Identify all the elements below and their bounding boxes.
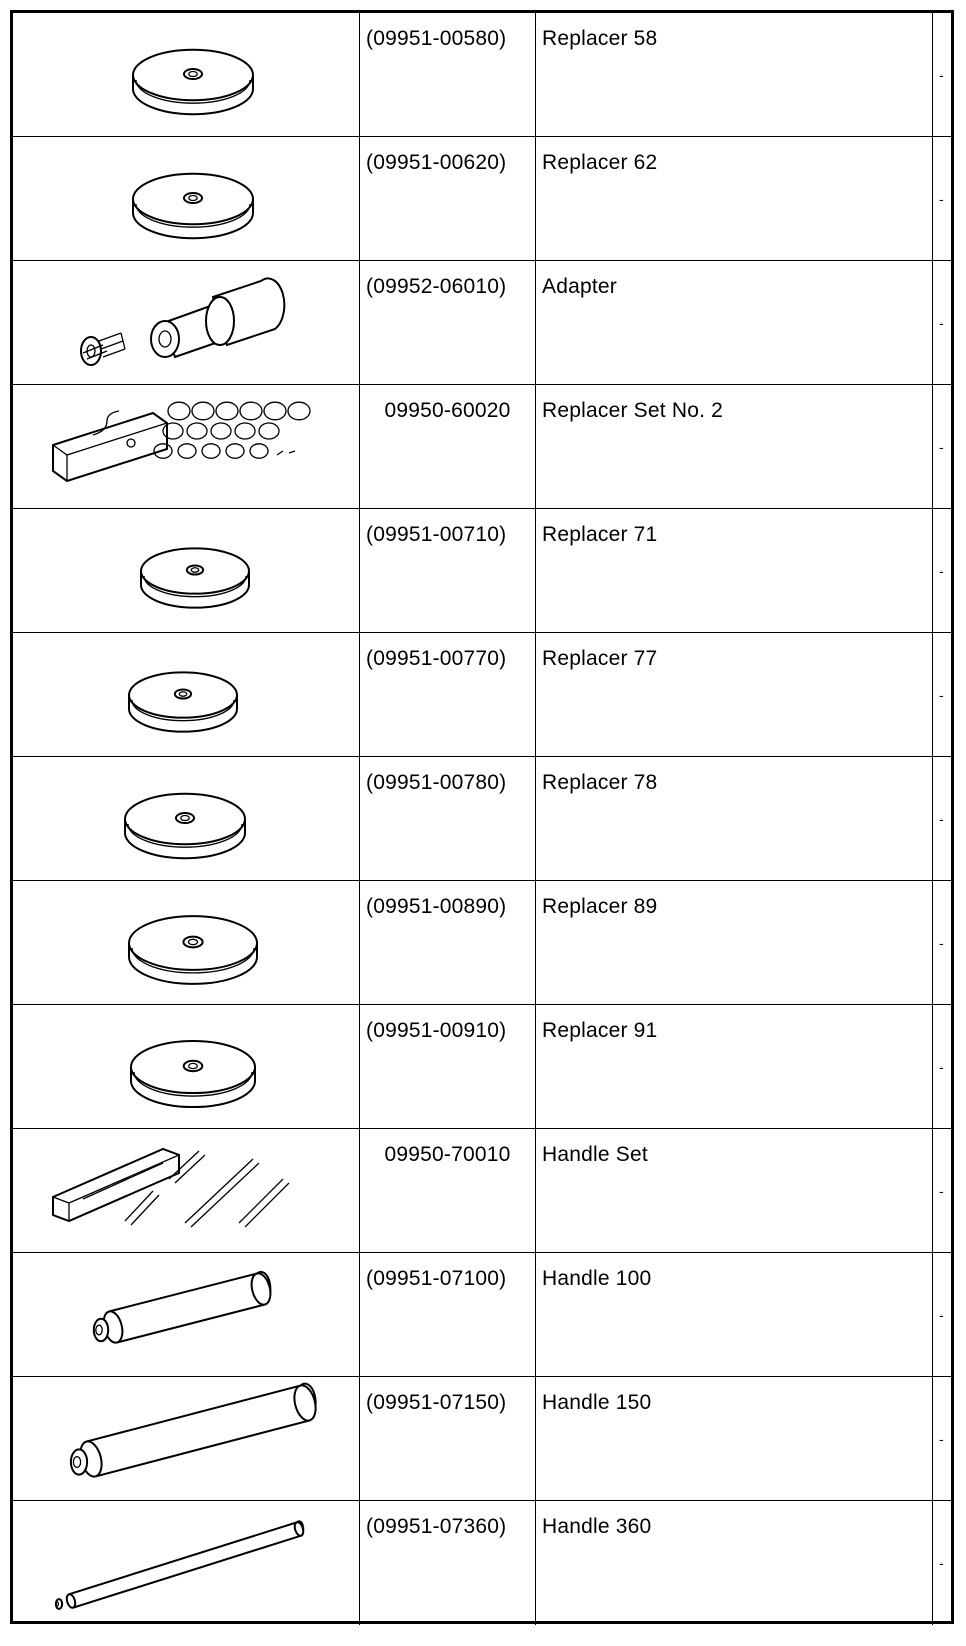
part-number: (09951-00780) — [360, 757, 536, 880]
remark-cell — [933, 1253, 951, 1376]
remark-cell — [933, 385, 951, 508]
table-row — [13, 1005, 951, 1129]
replacer-disc-icon — [13, 881, 360, 1004]
part-number: (09951-00770) — [360, 633, 536, 756]
table-row — [13, 509, 951, 633]
remark-cell — [933, 1377, 951, 1500]
adapter-icon — [13, 261, 360, 384]
dash-mark: - — [939, 439, 944, 455]
tool-illustration-cell — [13, 385, 360, 508]
table-row — [13, 1253, 951, 1377]
tool-illustration-cell — [13, 13, 360, 136]
tool-illustration-cell — [13, 261, 360, 384]
remark-cell — [933, 137, 951, 260]
tool-illustration-cell — [13, 1501, 360, 1625]
tool-illustration-cell — [13, 881, 360, 1004]
tool-name: Replacer 71 — [536, 509, 933, 632]
replacer-disc-icon — [13, 757, 360, 880]
handle-icon — [13, 1501, 360, 1624]
tool-illustration-cell — [13, 137, 360, 260]
tool-name: Replacer 77 — [536, 633, 933, 756]
tool-name: Replacer 78 — [536, 757, 933, 880]
part-number: (09951-00620) — [360, 137, 536, 260]
remark-cell — [933, 13, 951, 136]
handle-icon — [13, 1253, 360, 1376]
handle-set-icon — [13, 1129, 360, 1252]
replacer-disc-icon — [13, 137, 360, 260]
tool-illustration-cell — [13, 509, 360, 632]
replacer-set-icon — [13, 385, 360, 508]
tool-illustration-cell — [13, 633, 360, 756]
tool-illustration-cell — [13, 1129, 360, 1252]
part-number: (09952-06010) — [360, 261, 536, 384]
remark-cell — [933, 757, 951, 880]
tool-name: Replacer 58 — [536, 13, 933, 136]
tool-name: Replacer Set No. 2 — [536, 385, 933, 508]
dash-mark: - — [939, 563, 944, 579]
remark-cell — [933, 881, 951, 1004]
tool-name: Handle Set — [536, 1129, 933, 1252]
remark-cell — [933, 633, 951, 756]
dash-mark: - — [939, 811, 944, 827]
dash-mark: - — [939, 687, 944, 703]
tool-name: Replacer 62 — [536, 137, 933, 260]
special-tools-table — [10, 10, 954, 1624]
replacer-disc-icon — [13, 1005, 360, 1128]
dash-mark: - — [939, 1555, 944, 1571]
tool-illustration-cell — [13, 1253, 360, 1376]
part-number: (09951-00580) — [360, 13, 536, 136]
tool-illustration-cell — [13, 757, 360, 880]
table-row — [13, 385, 951, 509]
part-number: (09951-00890) — [360, 881, 536, 1004]
remark-cell — [933, 261, 951, 384]
table-row — [13, 881, 951, 1005]
table-row — [13, 261, 951, 385]
dash-mark: - — [939, 1059, 944, 1075]
replacer-disc-icon — [13, 509, 360, 632]
remark-cell — [933, 1129, 951, 1252]
part-number: 09950-60020 — [360, 385, 536, 508]
table-row — [13, 633, 951, 757]
tool-name: Handle 100 — [536, 1253, 933, 1376]
dash-mark: - — [939, 315, 944, 331]
part-number: (09951-07360) — [360, 1501, 536, 1625]
tool-illustration-cell — [13, 1377, 360, 1500]
remark-cell — [933, 1005, 951, 1128]
part-number: (09951-00910) — [360, 1005, 536, 1128]
dash-mark: - — [939, 191, 944, 207]
part-number: (09951-00710) — [360, 509, 536, 632]
table-row — [13, 757, 951, 881]
tool-name: Handle 360 — [536, 1501, 933, 1625]
table-row — [13, 1129, 951, 1253]
part-number: (09951-07150) — [360, 1377, 536, 1500]
tool-name: Replacer 89 — [536, 881, 933, 1004]
tool-name: Replacer 91 — [536, 1005, 933, 1128]
table-row — [13, 1377, 951, 1501]
table-row — [13, 13, 951, 137]
table-row — [13, 1501, 951, 1625]
part-number: 09950-70010 — [360, 1129, 536, 1252]
tool-illustration-cell — [13, 1005, 360, 1128]
replacer-disc-icon — [13, 13, 360, 136]
dash-mark: - — [939, 935, 944, 951]
tool-name: Adapter — [536, 261, 933, 384]
replacer-disc-icon — [13, 633, 360, 756]
part-number: (09951-07100) — [360, 1253, 536, 1376]
tool-name: Handle 150 — [536, 1377, 933, 1500]
remark-cell — [933, 1501, 951, 1625]
dash-mark: - — [939, 1431, 944, 1447]
dash-mark: - — [939, 67, 944, 83]
handle-icon — [13, 1377, 360, 1500]
dash-mark: - — [939, 1307, 944, 1323]
dash-mark: - — [939, 1183, 944, 1199]
remark-cell — [933, 509, 951, 632]
table-row — [13, 137, 951, 261]
